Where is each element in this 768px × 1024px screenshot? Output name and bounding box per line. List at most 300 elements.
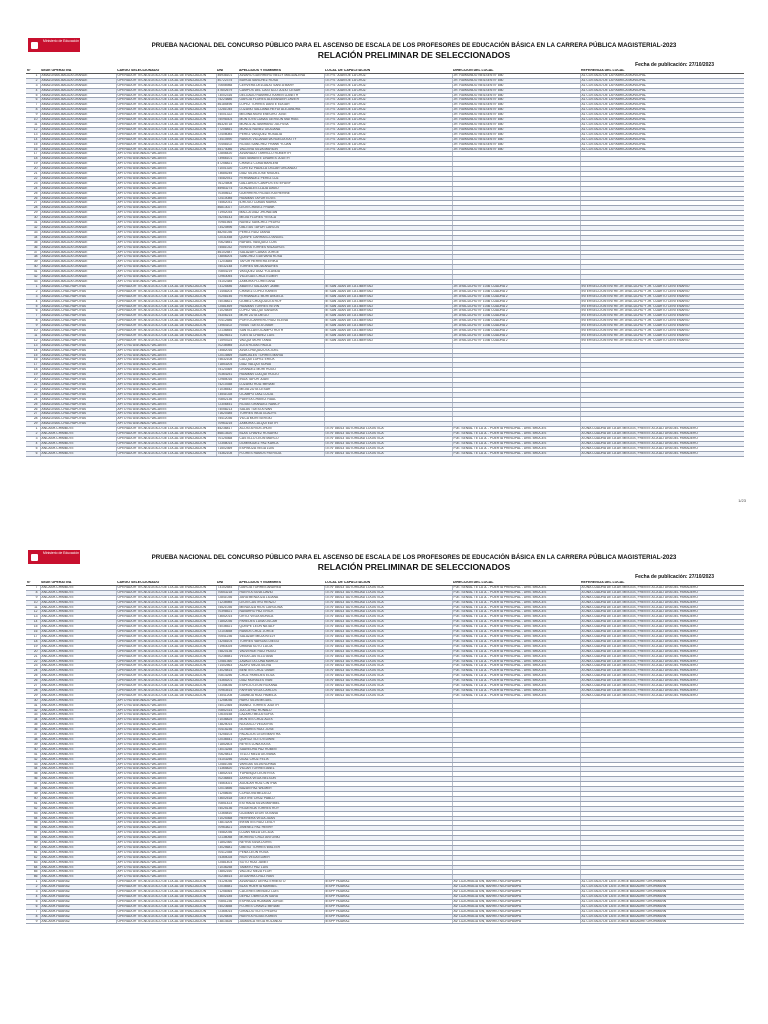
table-cell: AMAZONAS-BAGUA GRANDE	[40, 118, 116, 123]
table-cell: AL COSTADO DE LA FABRICA MUNICIPAL	[580, 147, 744, 152]
table-cell: AMAZONAS-BAGUA GRANDE	[40, 216, 116, 221]
table-cell: AL COSTADO DE LA FABRICA MUNICIPAL	[580, 103, 744, 108]
table-cell: 72031458	[216, 235, 238, 240]
table-cell: ANCASH-HUARAZ	[40, 880, 116, 885]
table-cell: 71402563	[216, 664, 238, 669]
table-cell: 17	[26, 152, 40, 157]
table-cell: 74521036	[216, 605, 238, 610]
table-cell: 72158036	[216, 684, 238, 689]
table-cell: OPERADOR TECNOLÓGICO DE LOCAL DE EVALUACIÓN	[116, 304, 216, 309]
table-cell: HUERTA SILVA DAVID	[238, 590, 324, 595]
table-cell: 18	[26, 639, 40, 644]
table-cell: 73258104	[216, 639, 238, 644]
table-cell: OPERADOR TECNOLÓGICO DE LOCAL DE EVALUACIÓN	[116, 679, 216, 684]
table-cell: OPERADOR TECNOLÓGICO DE LOCAL DE EVALUACIÓN	[116, 914, 216, 919]
table-cell: ANCASH-CHIMBOTE	[40, 698, 116, 703]
table-cell: 74582036	[216, 831, 238, 836]
table-cell: JR. AYACUCHO N° 1036 CUADRA 2	[452, 333, 580, 338]
table-cell: ANCASH-HUARAZ	[40, 919, 116, 924]
table-cell: I.E.N° 88013 'AUTORIDAD LOGÍSTICA'	[324, 674, 452, 679]
table-cell: ANCASH-CHIMBOTE	[40, 684, 116, 689]
table-cell: AMAZONAS-CHACHAPOYAS	[40, 412, 116, 417]
table-cell: OPERADOR TECNOLÓGICO DE LOCAL DE EVALUACIÓN	[116, 659, 216, 664]
table-cell: BARDALES TORRES MARIA	[238, 353, 324, 358]
table-cell: 71963025	[216, 644, 238, 649]
table-cell: AMAZONAS-BAGUA GRANDE	[40, 108, 116, 113]
table-cell: 18	[26, 368, 40, 373]
table-cell: 29	[26, 422, 40, 427]
table-cell: AV. LUZURIAGA S/N, BARRIO NICRUPAMPA	[452, 899, 580, 904]
table-cell: TAFUR HERRERA ERIKA	[238, 260, 324, 265]
table-cell: IESPP HUARAZ	[324, 885, 452, 890]
table-cell: APTO NO ASIGNADO VACANTE	[116, 826, 216, 831]
table-cell: APTO NO ASIGNADO VACANTE	[116, 191, 216, 196]
table-cell: DIAZ SILVA JOSE MIGUEL	[238, 172, 324, 177]
table-cell: I.E.N° 88013 'AUTORIDAD LOGÍSTICA'	[324, 600, 452, 605]
table-cell: 73410590	[216, 137, 238, 142]
table-cell: ALVARADO TARRILLO ROBERTH	[238, 152, 324, 157]
table-cell: ALVARO GUERRERO NELLY MAGDALENA	[238, 73, 324, 78]
table-cell: AMAZONAS-BAGUA GRANDE	[40, 240, 116, 245]
table-cell: AL COSTADO DE LA IE JORGE BASADRE GROHMANN	[580, 885, 744, 890]
table-cell: 71952034	[216, 211, 238, 216]
table-cell: A UNA CUADRA DE LA AV. MEIGGS, FRENTE A LA ALTURA DEL PARADERO	[580, 585, 744, 590]
table-cell: PJE. SENIAL TE LA JL - PUERTA PRINCIPAL - URB. BRUCES	[452, 654, 580, 659]
table-cell: AL COSTADO DE LA IE JORGE BASADRE GROHMANN	[580, 909, 744, 914]
table-cell: 51	[26, 801, 40, 806]
table-cell: I.E.P.S 'JUAN DE LA CRUZ'	[324, 127, 452, 132]
table-cell: 3	[26, 83, 40, 88]
table-cell: I.E.N° 88013 'AUTORIDAD LOGÍSTICA'	[324, 427, 452, 432]
table-cell: OPERADOR TECNOLÓGICO DE LOCAL DE EVALUACIÓN	[116, 649, 216, 654]
table-cell: APTO NO ASIGNADO VACANTE	[116, 378, 216, 383]
table-cell: INTERSECCIÓN ENTRE JR. AYACUCHO Y JR. CUARTO CENTENARIO	[580, 338, 744, 343]
table-cell: AL COSTADO DE LA FABRICA MUNICIPAL	[580, 142, 744, 147]
table-cell: I.E.N° 88013 'AUTORIDAD LOGÍSTICA'	[324, 684, 452, 689]
table-cell: OPERADOR TECNOLÓGICO DE LOCAL DE EVALUACIÓN	[116, 610, 216, 615]
table-cell: 19	[26, 162, 40, 167]
table-cell: AL COSTADO DE LA FABRICA MUNICIPAL	[580, 78, 744, 83]
table-cell: AMAZONAS-BAGUA GRANDE	[40, 88, 116, 93]
table-cell: OPERADOR TECNOLÓGICO DE LOCAL DE EVALUACIÓN	[116, 142, 216, 147]
column-header: DIRECCIÓN DEL LOCAL	[452, 581, 580, 585]
table-cell: 1	[26, 880, 40, 885]
table-cell: I.E.P.S 'JUAN DE LA CRUZ'	[324, 78, 452, 83]
table-cell: 72841036	[216, 595, 238, 600]
table-cell: JR. AYACUCHO N° 1036 CUADRA 2	[452, 309, 580, 314]
table-cell: OPERADOR TECNOLÓGICO DE LOCAL DE EVALUACIÓN	[116, 674, 216, 679]
table-cell: APTO NO ASIGNADO VACANTE	[116, 703, 216, 708]
table-cell: 74025136	[216, 806, 238, 811]
table-cell: 75120369	[216, 368, 238, 373]
table-cell: 72281045	[216, 108, 238, 113]
table-cell: 70963215	[216, 422, 238, 427]
table-cell: APTO NO ASIGNADO VACANTE	[116, 260, 216, 265]
table-cell: A UNA CUADRA DE LA AV. MEIGGS, FRENTE A LA ALTURA DEL PARADERO	[580, 620, 744, 625]
table-cell: 72136058	[216, 836, 238, 841]
table-cell: 70236854	[216, 777, 238, 782]
table-cell: APTO NO ASIGNADO VACANTE	[116, 757, 216, 762]
table-cell: AL COSTADO DE LA IE JORGE BASADRE GROHMANN	[580, 914, 744, 919]
table-cell: 70852136	[216, 397, 238, 402]
table-cell: APTO NO ASIGNADO VACANTE	[116, 172, 216, 177]
table-cell: 58	[26, 836, 40, 841]
table-cell: APTO NO ASIGNADO VACANTE	[116, 250, 216, 255]
table-cell: MALCA DIAZ JHONATAN	[238, 211, 324, 216]
table-cell: APTO NO ASIGNADO VACANTE	[116, 201, 216, 206]
table-cell: ANCASH-HUARAZ	[40, 895, 116, 900]
table-cell: JR. AYACUCHO N° 1036 CUADRA 2	[452, 284, 580, 289]
table-cell: OPERADOR TECNOLÓGICO DE LOCAL DE EVALUACIÓN	[116, 284, 216, 289]
table-cell: AMAZONAS-CHACHAPOYAS	[40, 309, 116, 314]
table-cell: IESPP HUARAZ	[324, 899, 452, 904]
table-cell: CAMPOS DEL CASTILLO JULIO CESAR	[238, 88, 324, 93]
table-cell: PJE. SENIAL TE LA JL - PUERTA PRINCIPAL - URB. BRUCES	[452, 664, 580, 669]
table-cell: INTERSECCIÓN ENTRE JR. AYACUCHO Y JR. CUARTO CENTENARIO	[580, 319, 744, 324]
document-subtitle: RELACIÓN PRELIMINAR DE SELECCIONADOS	[317, 562, 511, 572]
table-cell: OPERADOR TECNOLÓGICO DE LOCAL DE EVALUACIÓN	[116, 314, 216, 319]
table-cell: OPERADOR TECNOLÓGICO DE LOCAL DE EVALUACIÓN	[116, 427, 216, 432]
table-cell: 29	[26, 211, 40, 216]
table-cell: 70851236	[216, 899, 238, 904]
table-cell: 34	[26, 235, 40, 240]
table-cell: I.E.N° 88013 'AUTORIDAD LOGÍSTICA'	[324, 669, 452, 674]
table-cell: APTO NO ASIGNADO VACANTE	[116, 392, 216, 397]
table-cell: 70624851	[216, 240, 238, 245]
table-cell: VILCA MORI SERGIO	[238, 417, 324, 422]
table-cell: 47602679	[216, 88, 238, 93]
table-cell: APTO NO ASIGNADO VACANTE	[116, 747, 216, 752]
table-cell: A UNA CUADRA DE LA AV. MEIGGS, FRENTE A LA ALTURA DEL PARADERO	[580, 441, 744, 446]
table-cell: ANCASH-CHIMBOTE	[40, 669, 116, 674]
table-cell: RIVAS TUESTA OMAR	[238, 324, 324, 329]
table-cell: APTO NO ASIGNADO VACANTE	[116, 782, 216, 787]
table-cell: ANCASH-CHIMBOTE	[40, 446, 116, 451]
table-cell: APTO NO ASIGNADO VACANTE	[116, 791, 216, 796]
table-cell: APTO NO ASIGNADO VACANTE	[116, 841, 216, 846]
column-header: CARGO SELECCIONADO	[116, 69, 216, 73]
table-cell: HUAMAN TORRES KEVIN	[238, 304, 324, 309]
table-cell: 75224886	[216, 98, 238, 103]
table-cell: ANCASH-CHIMBOTE	[40, 708, 116, 713]
table-cell: 70398521	[216, 610, 238, 615]
table-cell: ANCASH-HUARAZ	[40, 885, 116, 890]
table-cell: I.E.P.S 'JUAN DE LA CRUZ'	[324, 137, 452, 142]
table-cell: JR. AYACUCHO N° 1036 CUADRA 2	[452, 314, 580, 319]
table-cell: PJE. SENIAL TE LA JL - PUERTA PRINCIPAL - URB. BRUCES	[452, 605, 580, 610]
table-cell: I.E.P.S 'JUAN DE LA CRUZ'	[324, 88, 452, 93]
table-cell: 47	[26, 782, 40, 787]
table-cell: ANCASH-CHIMBOTE	[40, 600, 116, 605]
table-cell: I.E.N° 88013 'AUTORIDAD LOGÍSTICA'	[324, 595, 452, 600]
table-cell: ZAVALETA LUNA MARCO	[238, 659, 324, 664]
table-cell: AMAZONAS-BAGUA GRANDE	[40, 226, 116, 231]
table-cell: DOMINGUEZ PAZ KARLA	[238, 441, 324, 446]
table-cell: OPERADOR TECNOLÓGICO DE LOCAL DE EVALUACIÓN	[116, 630, 216, 635]
table-cell: AMAZONAS-BAGUA GRANDE	[40, 206, 116, 211]
table-cell: 4	[26, 88, 40, 93]
table-cell: 73652014	[216, 615, 238, 620]
table-cell: 74058213	[216, 407, 238, 412]
table-cell: 71036258	[216, 865, 238, 870]
table-cell: 70412358	[216, 850, 238, 855]
table-cell: PJE. SENIAL TE LA JL - PUERTA PRINCIPAL - URB. BRUCES	[452, 427, 580, 432]
table-cell: JAMANCA VEGA ROLANDO	[238, 919, 324, 924]
table-cell: MONTOYA CUBAS GERSON MATHIAS	[238, 118, 324, 123]
table-cell: 11	[26, 605, 40, 610]
table-cell: 20	[26, 167, 40, 172]
table-cell: ANCASH-CHIMBOTE	[40, 432, 116, 437]
table-cell: PJE. SENIAL TE LA JL - PUERTA PRINCIPAL - URB. BRUCES	[452, 615, 580, 620]
table-cell: JR. RAIMUNDO NEILSEN N° 850	[452, 83, 580, 88]
table-cell: 8	[26, 590, 40, 595]
publication-date: Fecha de publicación: 27/10/2023	[635, 574, 714, 580]
table-cell: 8	[26, 108, 40, 113]
table-cell: PEREZ RUIZ DIANA	[238, 230, 324, 235]
table-cell: I.E.N° 88013 'AUTORIDAD LOGÍSTICA'	[324, 649, 452, 654]
table-cell: 25	[26, 402, 40, 407]
table-cell: ESPEJO LEON ROXANA	[238, 684, 324, 689]
table-cell: 41	[26, 270, 40, 275]
table-cell: JULCA PAZ RONALD	[238, 708, 324, 713]
table-cell: AMAZONAS-CHACHAPOYAS	[40, 368, 116, 373]
table-cell: HUAMAN TAFUR ELVIS	[238, 196, 324, 201]
table-cell: ANCASH-CHIMBOTE	[40, 723, 116, 728]
table-cell: AMAZONAS-BAGUA GRANDE	[40, 73, 116, 78]
table-row	[26, 451, 744, 456]
table-cell: A UNA CUADRA DE LA AV. MEIGGS, FRENTE A LA ALTURA DEL PARADERO	[580, 639, 744, 644]
table-cell: JR. RAIMUNDO NEILSEN N° 850	[452, 118, 580, 123]
table-cell: 71203685	[216, 260, 238, 265]
table-cell: SANTILLAN OCAMPO RUTH	[238, 329, 324, 334]
table-cell: AMAZONAS-CHACHAPOYAS	[40, 338, 116, 343]
table-cell: 35	[26, 240, 40, 245]
table-cell: 74001322	[216, 113, 238, 118]
table-cell: 24	[26, 186, 40, 191]
table-cell: 72581036	[216, 762, 238, 767]
peru-shield-icon	[28, 38, 41, 52]
table-cell: ANCASH-CHIMBOTE	[40, 772, 116, 777]
table-cell: AMAZONAS-CHACHAPOYAS	[40, 284, 116, 289]
table-cell: AL COSTADO DE LA IE JORGE BASADRE GROHMANN	[580, 890, 744, 895]
table-cell: 72410085	[216, 196, 238, 201]
table-cell: 49	[26, 791, 40, 796]
table-cell: ANCASH-CHIMBOTE	[40, 787, 116, 792]
table-cell: OPERADOR TECNOLÓGICO DE LOCAL DE EVALUACIÓN	[116, 590, 216, 595]
table-cell: 21	[26, 383, 40, 388]
table-cell: JR. RAIMUNDO NEILSEN N° 850	[452, 122, 580, 127]
table-cell: FLORES CHAVEZ MIRIAM	[238, 904, 324, 909]
table-cell: ANCASH-CHIMBOTE	[40, 860, 116, 865]
table-cell: 70854219	[216, 270, 238, 275]
table-cell: 65	[26, 870, 40, 875]
table-cell: APTO NO ASIGNADO VACANTE	[116, 801, 216, 806]
table-cell: 74581032	[216, 245, 238, 250]
table-cell: 70814256	[216, 674, 238, 679]
table-cell: A UNA CUADRA DE LA AV. MEIGGS, FRENTE A LA ALTURA DEL PARADERO	[580, 693, 744, 698]
table-cell: JR. RAIMUNDO NEILSEN N° 850	[452, 132, 580, 137]
table-cell: AMAZONAS-BAGUA GRANDE	[40, 221, 116, 226]
table-cell: 17	[26, 634, 40, 639]
table-cell: INTERSECCIÓN ENTRE JR. AYACUCHO Y JR. CUARTO CENTENARIO	[580, 299, 744, 304]
table-cell: TAMAYO PAZ LUIS	[238, 865, 324, 870]
table-cell: ANCASH-CHIMBOTE	[40, 870, 116, 875]
table-cell: TUESTA CHAVEZ LUIS	[238, 333, 324, 338]
table-cell: OPERADOR TECNOLÓGICO DE LOCAL DE EVALUACIÓN	[116, 595, 216, 600]
table-cell: OPERADOR TECNOLÓGICO DE LOCAL DE EVALUACIÓN	[116, 634, 216, 639]
table-cell: 43	[26, 279, 40, 284]
table-cell: 73852014	[216, 772, 238, 777]
table-cell: 21	[26, 172, 40, 177]
table-cell: ANCASH-CHIMBOTE	[40, 718, 116, 723]
column-header: REFERENCIA DEL LOCAL	[580, 581, 744, 585]
table-cell: 72581360	[216, 659, 238, 664]
table-cell: INGA TAFUR JUAN	[238, 378, 324, 383]
table-cell: ZAPATA VEGA NELSON	[238, 777, 324, 782]
table-cell: AMAZONAS-BAGUA GRANDE	[40, 147, 116, 152]
table-cell: OPERADOR TECNOLÓGICO DE LOCAL DE EVALUACIÓN	[116, 432, 216, 437]
table-cell: ANCASH-HUARAZ	[40, 899, 116, 904]
table-cell: AMAZONAS-CHACHAPOYAS	[40, 378, 116, 383]
table-cell: 18	[26, 157, 40, 162]
table-cell: I.E.N° 88013 'AUTORIDAD LOGÍSTICA'	[324, 610, 452, 615]
table-cell: APTO NO ASIGNADO VACANTE	[116, 358, 216, 363]
table-cell: ANCASH-CHIMBOTE	[40, 728, 116, 733]
table-cell: AMAZONAS-BAGUA GRANDE	[40, 176, 116, 181]
table-cell: APTO NO ASIGNADO VACANTE	[116, 221, 216, 226]
table-cell: 70963514	[216, 688, 238, 693]
table-cell: DELGADO RAMIREZ KAREN LIZBETH	[238, 93, 324, 98]
table-cell: GAMBOA RUIZ PAMELA	[238, 693, 324, 698]
table-cell: JR. AYACUCHO N° 1036 CUADRA 2	[452, 299, 580, 304]
table-cell: PJE. SENIAL TE LA JL - PUERTA PRINCIPAL - URB. BRUCES	[452, 610, 580, 615]
table-cell: 72103658	[216, 630, 238, 635]
table-cell: 72306451	[216, 402, 238, 407]
table-cell: 32	[26, 226, 40, 231]
table-cell: 24	[26, 669, 40, 674]
table-cell: I.E.N° 88013 'AUTORIDAD LOGÍSTICA'	[324, 432, 452, 437]
table-cell: 71852360	[216, 841, 238, 846]
table-cell: 74820136	[216, 649, 238, 654]
table-cell: 6	[26, 904, 40, 909]
table-cell: 74012365	[216, 703, 238, 708]
table-cell: APTO NO ASIGNADO VACANTE	[116, 162, 216, 167]
logo-text: Ministerio de Educación	[41, 38, 80, 52]
table-cell: 71258630	[216, 791, 238, 796]
table-cell: AMAZONAS-BAGUA GRANDE	[40, 181, 116, 186]
table-cell: 73102584	[216, 585, 238, 590]
table-cell: APTO NO ASIGNADO VACANTE	[116, 275, 216, 280]
table-cell: GARCIA FLORES ALEXANDER JAVIER	[238, 98, 324, 103]
table-cell: 74365201	[216, 679, 238, 684]
table-cell: 12	[26, 610, 40, 615]
table-cell: APTO NO ASIGNADO VACANTE	[116, 383, 216, 388]
table-body	[26, 585, 744, 924]
table-cell: 48251036	[216, 230, 238, 235]
table-cell: 71365820	[216, 767, 238, 772]
table-cell: APTO NO ASIGNADO VACANTE	[116, 777, 216, 782]
table-cell: FARFAN VEGA CARLOS	[238, 688, 324, 693]
table-cell: 26	[26, 679, 40, 684]
table-cell: 27	[26, 412, 40, 417]
table-cell: JR. RAIMUNDO NEILSEN N° 850	[452, 113, 580, 118]
selection-table	[26, 581, 744, 924]
table-cell: PJE. SENIAL TE LA JL - PUERTA PRINCIPAL - URB. BRUCES	[452, 679, 580, 684]
table-cell: 73964102	[216, 324, 238, 329]
table-cell: ZEGARRA CRUZ IVAN	[238, 875, 324, 880]
table-cell: 73582016	[216, 348, 238, 353]
table-cell: A UNA CUADRA DE LA AV. MEIGGS, FRENTE A LA ALTURA DEL PARADERO	[580, 595, 744, 600]
table-cell: ROJAS SANCHEZ FRANK YOJAN	[238, 142, 324, 147]
table-cell: BLAS HUERTA MARIBEL	[238, 885, 324, 890]
table-cell: CRUZ PAREDES ELSA	[238, 674, 324, 679]
table-cell: I.E.N° 88013 'AUTORIDAD LOGÍSTICA'	[324, 644, 452, 649]
table-cell: 73856204	[216, 255, 238, 260]
table-cell: ANCASH-CHIMBOTE	[40, 865, 116, 870]
table-cell: AL COSTADO DE LA FABRICA MUNICIPAL	[580, 108, 744, 113]
table-cell: 46102587	[216, 250, 238, 255]
table-cell: AMAZONAS-BAGUA GRANDE	[40, 270, 116, 275]
table-cell: GIRALDO SOTO PEDRO	[238, 909, 324, 914]
table-cell: AMAZONAS-BAGUA GRANDE	[40, 230, 116, 235]
table-cell: DIAZ VALQUI SONIA	[238, 363, 324, 368]
table-cell: 26	[26, 196, 40, 201]
table-cell: 5	[26, 446, 40, 451]
table-cell: IE SAN JUAN DE LA LIBERTAD	[324, 333, 452, 338]
table-cell: I.E.P.S 'JUAN DE LA CRUZ'	[324, 108, 452, 113]
table-cell: AMAZONAS-BAGUA GRANDE	[40, 78, 116, 83]
table-cell: ANCASH-CHIMBOTE	[40, 634, 116, 639]
table-cell: MUÑOZ NUÑEZ GIULIANA	[238, 127, 324, 132]
table-cell: 74362108	[216, 451, 238, 456]
table-cell: 25	[26, 191, 40, 196]
table-cell: FERNANDEZ MORI ANGELA	[238, 294, 324, 299]
column-header: LOCAL DE CAPACITACIÓN	[324, 69, 452, 73]
column-header: N°	[26, 69, 40, 73]
table-cell: MEDINA MONTENEGRO JOSE	[238, 113, 324, 118]
table-cell: 50	[26, 796, 40, 801]
table-cell: I.E.P.S 'JUAN DE LA CRUZ'	[324, 122, 452, 127]
table-cell: APTO NO ASIGNADO VACANTE	[116, 176, 216, 181]
table-cell: IE SAN JUAN DE LA LIBERTAD	[324, 299, 452, 304]
table-cell: I.E.N° 88013 'AUTORIDAD LOGÍSTICA'	[324, 693, 452, 698]
table-cell: 38	[26, 255, 40, 260]
table-cell: A UNA CUADRA DE LA AV. MEIGGS, FRENTE A LA ALTURA DEL PARADERO	[580, 446, 744, 451]
table-cell: NEYRA SILVA DORIS	[238, 841, 324, 846]
table-cell: URBINA SOTO LUCIA	[238, 644, 324, 649]
table-cell: 66	[26, 875, 40, 880]
document-title: PRUEBA NACIONAL DEL CONCURSO PÚBLICO PARA EL ASCENSO DE ESCALA DE LOS PROFESORES DE EDUCACIÓN BÁSICA EN LA CARRERA PÚBLICA MAGISTERIAL-2023	[151, 42, 677, 49]
table-cell: PJE. SENIAL TE LA JL - PUERTA PRINCIPAL - URB. BRUCES	[452, 659, 580, 664]
table-cell: 35	[26, 723, 40, 728]
table-cell: PJE. SENIAL TE LA JL - PUERTA PRINCIPAL - URB. BRUCES	[452, 688, 580, 693]
table-cell: 75098304	[216, 118, 238, 123]
table-cell: AL COSTADO DE LA FABRICA MUNICIPAL	[580, 98, 744, 103]
table-cell: 77208851	[216, 127, 238, 132]
column-header: APELLIDOS Y NOMBRES	[238, 69, 324, 73]
table-cell: SALAZAR MEZA KELLY	[238, 634, 324, 639]
table-cell: IESPP HUARAZ	[324, 904, 452, 909]
table-cell: 70656988	[216, 83, 238, 88]
table-cell: 42	[26, 757, 40, 762]
table-cell: 71590324	[216, 338, 238, 343]
table-cell: AMAZONAS-CHACHAPOYAS	[40, 387, 116, 392]
table-cell: I.E.P.S 'JUAN DE LA CRUZ'	[324, 118, 452, 123]
table-cell: OPERADOR TECNOLÓGICO DE LOCAL DE EVALUACIÓN	[116, 329, 216, 334]
table-cell: AV. LUZURIAGA S/N, BARRIO NICRUPAMPA	[452, 890, 580, 895]
table-cell: YUPANQUI LEON RITA	[238, 772, 324, 777]
table-cell: 23	[26, 392, 40, 397]
